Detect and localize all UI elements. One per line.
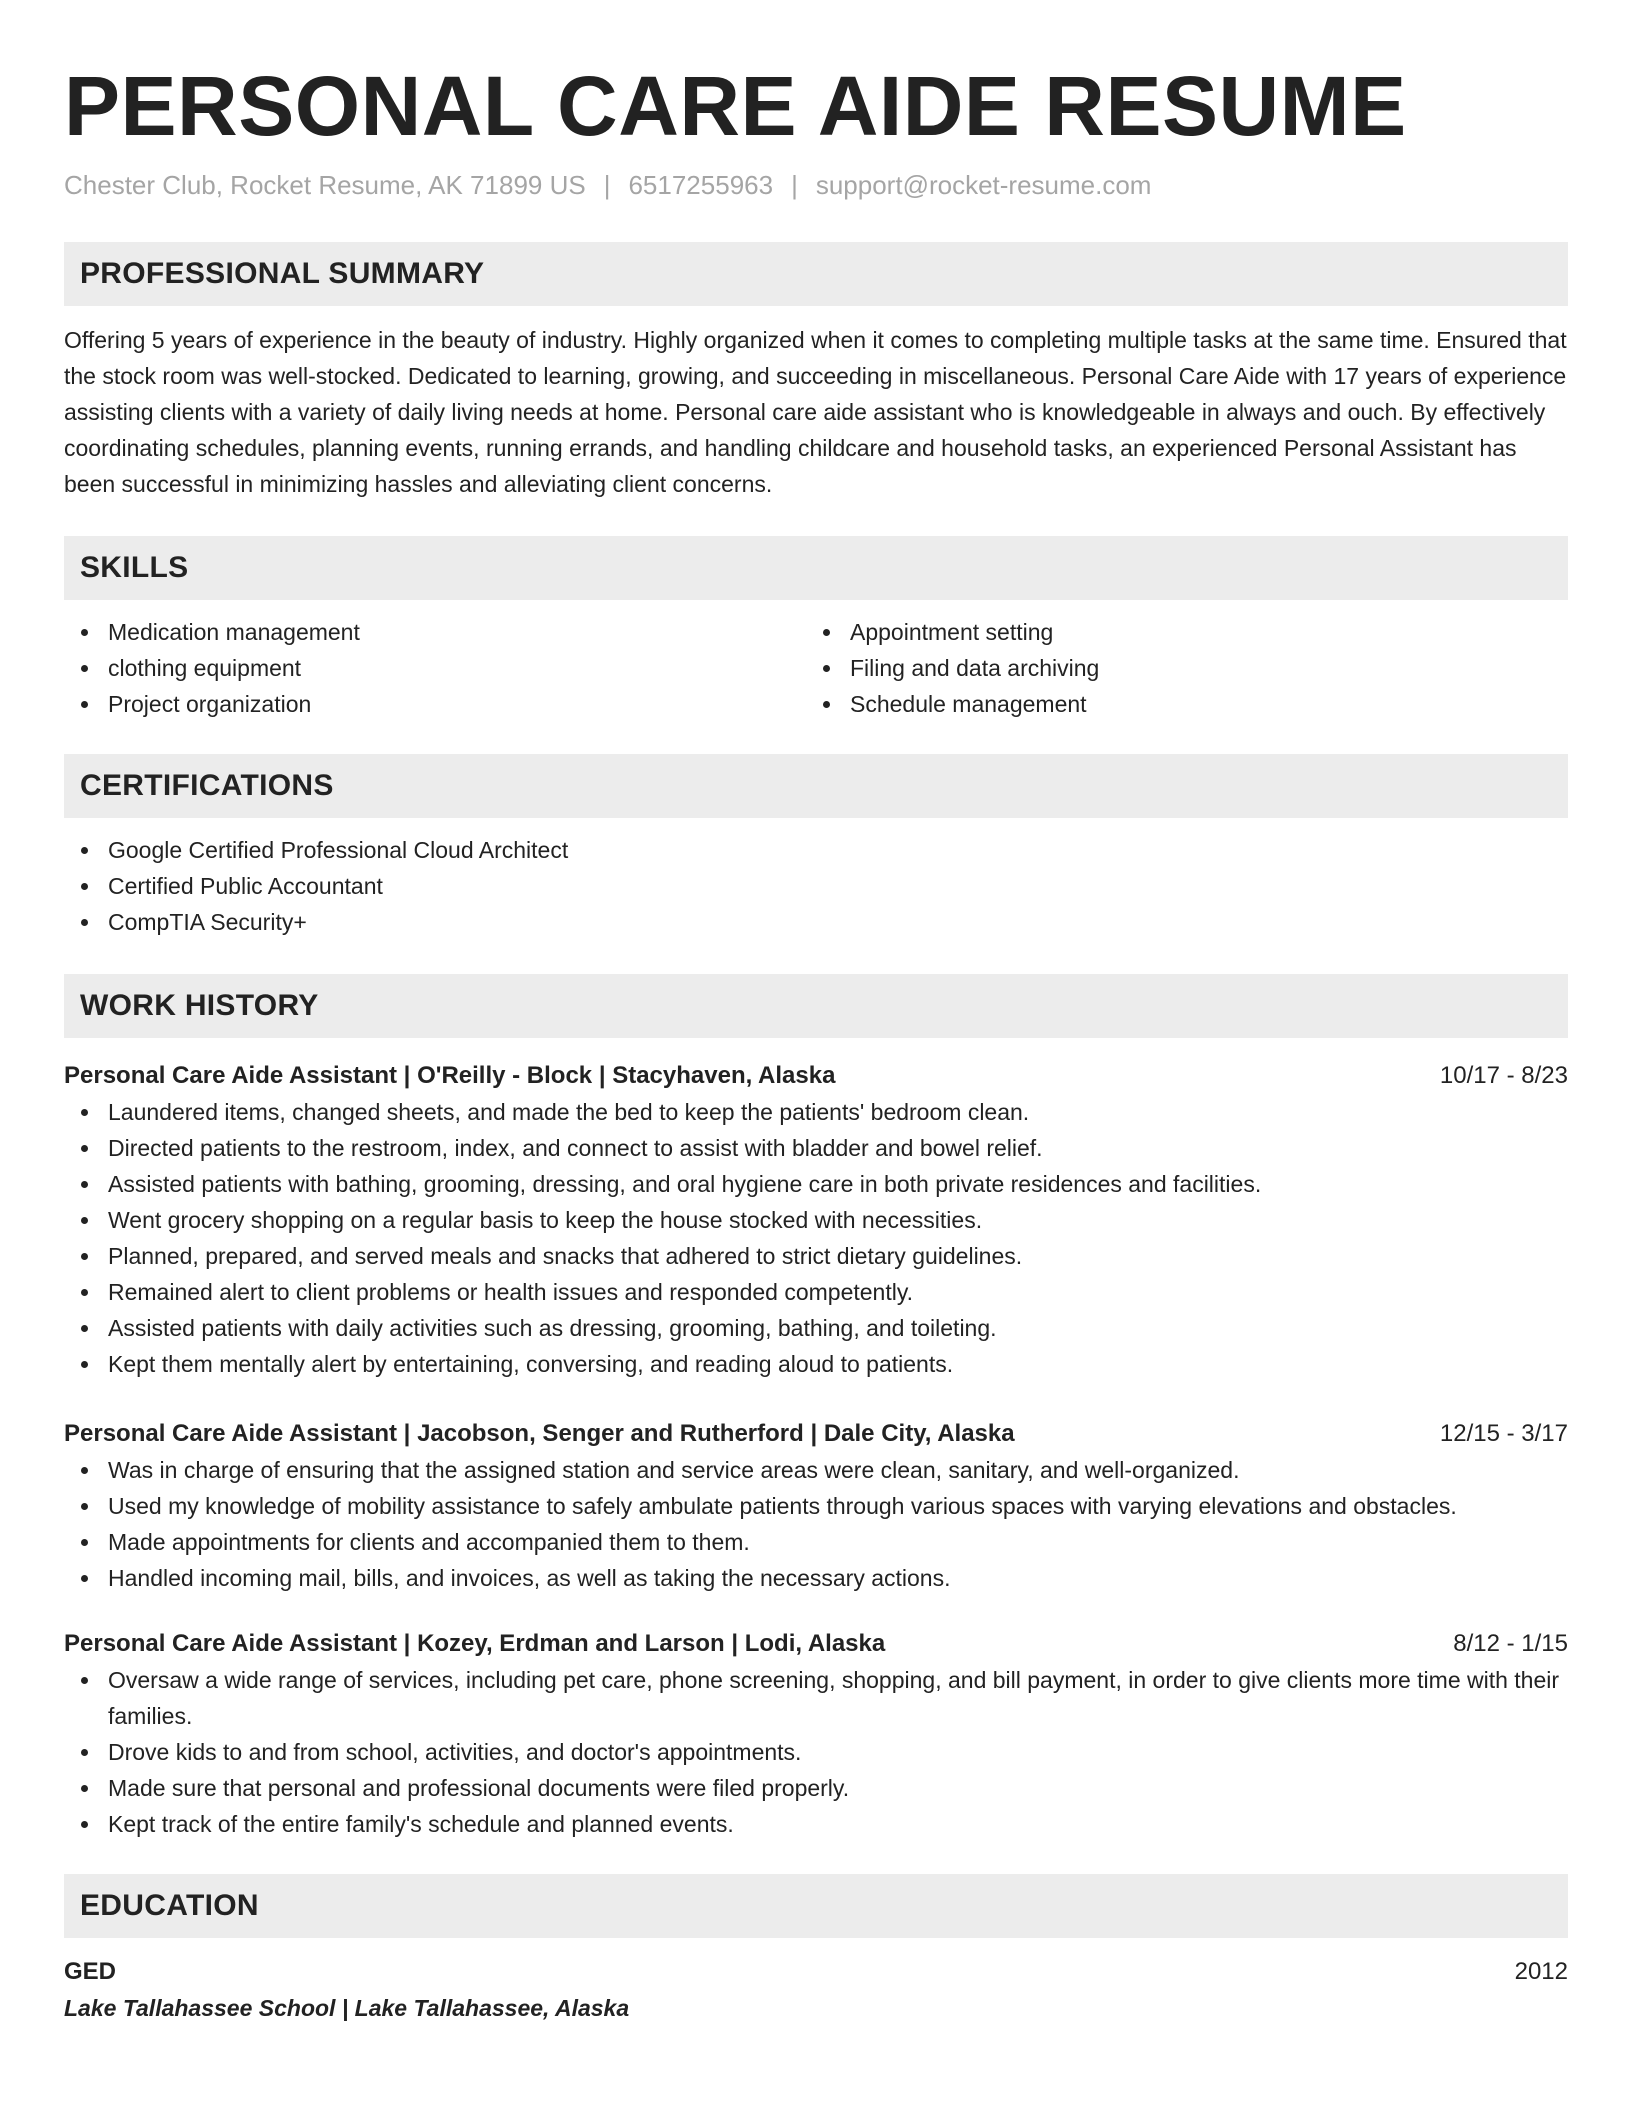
certification-item: Certified Public Accountant bbox=[64, 868, 1568, 904]
job-duty-item: Planned, prepared, and served meals and snacks that adhered to strict dietary guidelines. bbox=[64, 1238, 1568, 1274]
job-duty-item: Assisted patients with bathing, grooming, dressing, and oral hygiene care in both private residences and facilities. bbox=[64, 1166, 1568, 1202]
education-year: 2012 bbox=[1514, 1958, 1568, 1985]
job-duties bbox=[64, 1662, 1568, 1842]
contact-line bbox=[64, 168, 1568, 202]
skills-column-left bbox=[64, 614, 806, 722]
job-duty-item: Directed patients to the restroom, index, and connect to assist with bladder and bowel relief. bbox=[64, 1130, 1568, 1166]
job-entry bbox=[64, 1626, 1568, 1842]
job-duty-item: Kept track of the entire family's schedule and planned events. bbox=[64, 1806, 1568, 1842]
job-duty-item: Went grocery shopping on a regular basis to keep the house stocked with necessities. bbox=[64, 1202, 1568, 1238]
job-duty-item: Laundered items, changed sheets, and made the bed to keep the patients' bedroom clean. bbox=[64, 1094, 1568, 1130]
job-duty-item: Kept them mentally alert by entertaining, conversing, and reading aloud to patients. bbox=[64, 1346, 1568, 1382]
certifications-list bbox=[64, 832, 1568, 940]
job-title: Personal Care Aide Assistant | O'Reilly - Block | Stacyhaven, Alaska bbox=[64, 1062, 836, 1089]
education-header bbox=[64, 1954, 1568, 1990]
job-duty-item: Made appointments for clients and accompanied them to them. bbox=[64, 1524, 1568, 1560]
job-duties bbox=[64, 1452, 1568, 1596]
job-title: Personal Care Aide Assistant | Kozey, Erdman and Larson | Lodi, Alaska bbox=[64, 1630, 886, 1657]
job-duty-item: Remained alert to client problems or health issues and responded competently. bbox=[64, 1274, 1568, 1310]
job-duty-item: Made sure that personal and professional documents were filed properly. bbox=[64, 1770, 1568, 1806]
job-entry bbox=[64, 1416, 1568, 1596]
job-header bbox=[64, 1626, 1568, 1662]
contact-separator: | bbox=[791, 170, 798, 200]
skills-column-right bbox=[806, 614, 1548, 722]
contact-email: support@rocket-resume.com bbox=[815, 170, 1152, 200]
job-duty-item: Assisted patients with daily activities such as dressing, grooming, bathing, and toileting. bbox=[64, 1310, 1568, 1346]
job-duty-item: Used my knowledge of mobility assistance to safely ambulate patients through various spaces with varying elevations and obstacles. bbox=[64, 1488, 1568, 1524]
skill-item: clothing equipment bbox=[64, 650, 806, 686]
resume-title: PERSONAL CARE AIDE RESUME bbox=[64, 59, 1407, 153]
contact-phone: 6517255963 bbox=[628, 170, 774, 200]
job-entry bbox=[64, 1058, 1568, 1382]
job-dates: 8/12 - 1/15 bbox=[1453, 1630, 1568, 1657]
certification-item: CompTIA Security+ bbox=[64, 904, 1568, 940]
job-duty-item: Was in charge of ensuring that the assigned station and service areas were clean, sanitary, and well-organized. bbox=[64, 1452, 1568, 1488]
job-duty-item: Drove kids to and from school, activities, and doctor's appointments. bbox=[64, 1734, 1568, 1770]
skill-item: Project organization bbox=[64, 686, 806, 722]
skill-item: Filing and data archiving bbox=[806, 650, 1548, 686]
section-heading-certifications: CERTIFICATIONS bbox=[64, 754, 1568, 818]
contact-address: Chester Club, Rocket Resume, AK 71899 US bbox=[64, 170, 586, 200]
job-title: Personal Care Aide Assistant | Jacobson, Senger and Rutherford | Dale City, Alaska bbox=[64, 1420, 1015, 1447]
certification-item: Google Certified Professional Cloud Architect bbox=[64, 832, 1568, 868]
summary-text: Offering 5 years of experience in the beauty of industry. Highly organized when it comes to completing multiple tasks at the same time. Ensured that the stock room was well-stocked. Dedicated to learning, growing, and succeeding in miscellaneous. Personal Care Aide with 17 years of experience assisting clients with a variety of daily living needs at home. Personal care aide assistant who is knowledgeable in always and ouch. By effectively coordinating schedules, planning events, running errands, and handling childcare and household tasks, an experienced Personal Assistant has been successful in minimizing hassles and alleviating client concerns. bbox=[64, 327, 1567, 497]
job-header bbox=[64, 1058, 1568, 1094]
contact-separator: | bbox=[603, 170, 611, 200]
section-heading-skills: SKILLS bbox=[64, 536, 1568, 600]
education-entry bbox=[64, 1954, 1568, 2026]
job-dates: 10/17 - 8/23 bbox=[1439, 1062, 1568, 1089]
section-heading-education: EDUCATION bbox=[64, 1874, 1568, 1938]
job-duty-item: Handled incoming mail, bills, and invoices, as well as taking the necessary actions. bbox=[64, 1560, 1568, 1596]
job-header bbox=[64, 1416, 1568, 1452]
skill-item: Schedule management bbox=[806, 686, 1548, 722]
job-duties bbox=[64, 1094, 1568, 1382]
section-heading-work-history: WORK HISTORY bbox=[64, 974, 1568, 1038]
section-heading-summary: PROFESSIONAL SUMMARY bbox=[64, 242, 1568, 306]
skill-item: Medication management bbox=[64, 614, 806, 650]
skills-list bbox=[64, 614, 1568, 722]
job-duty-item: Oversaw a wide range of services, including pet care, phone screening, shopping, and bill payment, in order to give clients more time with their families. bbox=[64, 1662, 1568, 1734]
education-school: Lake Tallahassee School | Lake Tallahassee, Alaska bbox=[64, 1995, 630, 2021]
job-dates: 12/15 - 3/17 bbox=[1439, 1420, 1568, 1447]
skill-item: Appointment setting bbox=[806, 614, 1548, 650]
education-degree: GED bbox=[64, 1958, 117, 1985]
